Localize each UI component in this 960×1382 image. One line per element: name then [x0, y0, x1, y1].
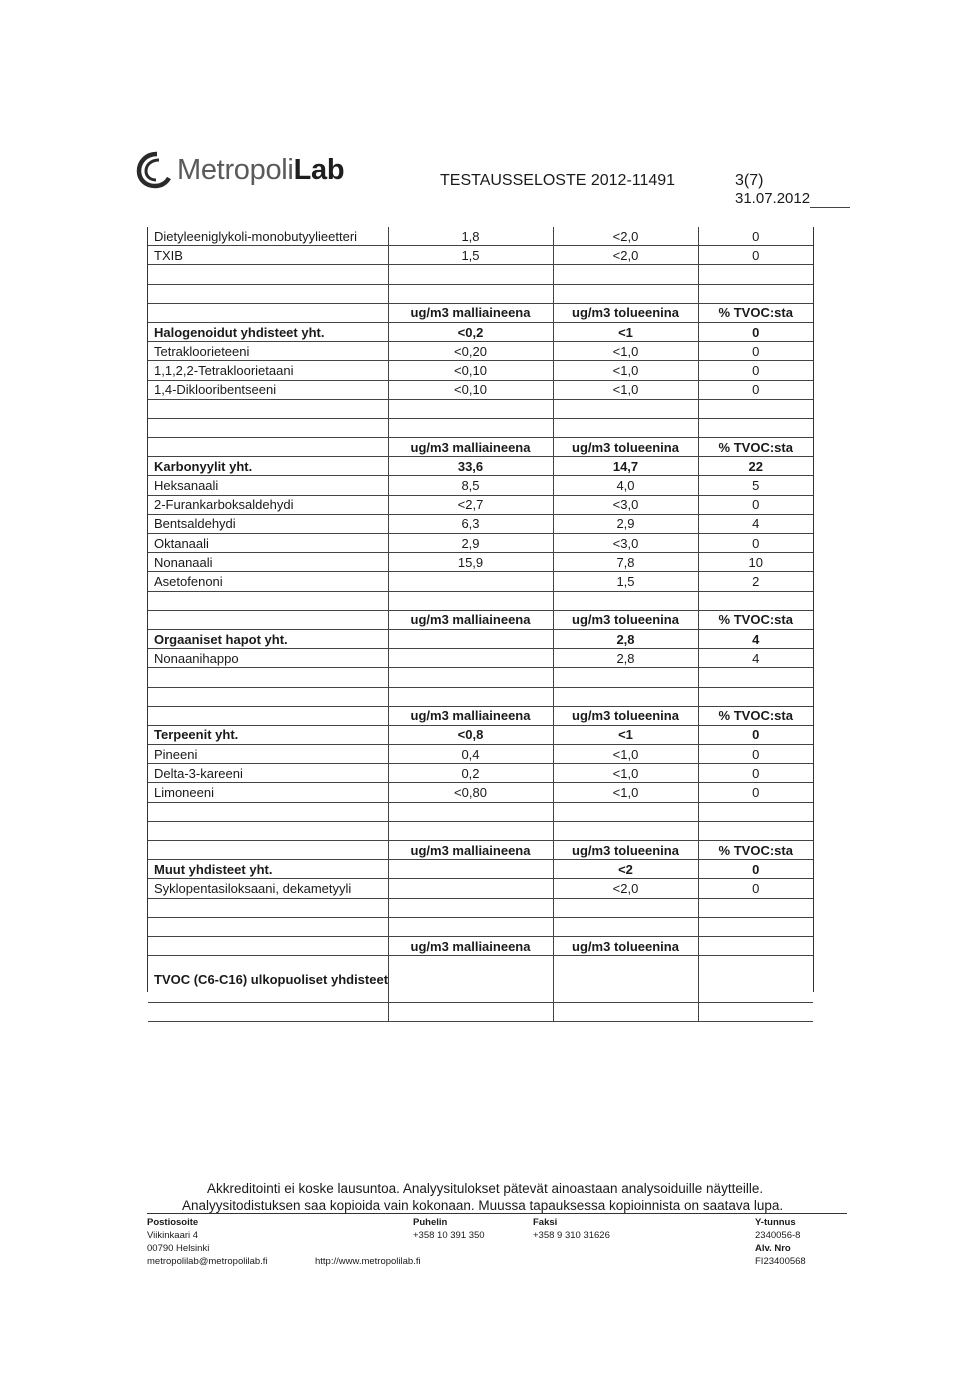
compound-cell: [148, 591, 388, 610]
compound-name: Nonaanihappo: [148, 649, 388, 668]
column-header-tolueenina: ug/m3 tolueenina: [553, 303, 698, 322]
value-malliaineena: [388, 572, 553, 591]
compound-name: Bentsaldehydi: [148, 514, 388, 533]
compound-name: Terpeenit yht.: [148, 725, 388, 744]
value-malliaineena: [388, 860, 553, 879]
compound-name: Syklopentasiloksaani, dekametyyli: [148, 879, 388, 898]
percent-cell: [698, 917, 813, 936]
percent-cell: [698, 418, 813, 437]
value-tolueenina: <2: [553, 860, 698, 879]
value-tolueenina: <3,0: [553, 534, 698, 553]
value-tvoc-percent: 4: [698, 514, 813, 533]
table-row: [148, 783, 813, 802]
percent-cell: [698, 265, 813, 284]
compound-name: Dietyleeniglykoli-monobutyylieetteri: [148, 227, 388, 246]
column-header-tvoc-percent: % TVOC:sta: [698, 706, 813, 725]
value-tvoc-percent: 0: [698, 361, 813, 380]
value-cell: [388, 821, 553, 840]
compound-name: Limoneeni: [148, 783, 388, 802]
value-cell: [388, 284, 553, 303]
value-tolueenina: <2,0: [553, 246, 698, 265]
value-malliaineena: <0,2: [388, 322, 553, 341]
page-number: 3(7): [735, 172, 764, 189]
value-malliaineena: <0,80: [388, 783, 553, 802]
value-cell: [388, 687, 553, 706]
compound-cell: [148, 284, 388, 303]
value-malliaineena: [388, 879, 553, 898]
table-row: [148, 246, 813, 265]
web-link[interactable]: http://www.metropolilab.fi: [315, 1256, 421, 1267]
metropolilab-logo: [135, 150, 344, 190]
column-header-tvoc-percent: % TVOC:sta: [698, 610, 813, 629]
spacer-row: [148, 591, 813, 610]
compound-name: 1,4-Diklooribentseeni: [148, 380, 388, 399]
table-row: [148, 745, 813, 764]
column-header-tolueenina: ug/m3 tolueenina: [553, 706, 698, 725]
table-row: [148, 342, 813, 361]
value-tolueenina: <1: [553, 725, 698, 744]
compound-cell: [148, 1003, 388, 1022]
column-header-malliaineena: ug/m3 malliaineena: [388, 610, 553, 629]
value-cell: [553, 1003, 698, 1022]
email-link[interactable]: metropolilab@metropolilab.fi: [147, 1256, 268, 1267]
value-tolueenina: 14,7: [553, 457, 698, 476]
compound-name: TXIB: [148, 246, 388, 265]
value-tvoc-percent: 22: [698, 457, 813, 476]
compound-header-cell: [148, 936, 388, 955]
value-tolueenina: <1,0: [553, 380, 698, 399]
compound-cell: [148, 821, 388, 840]
value-cell: [553, 284, 698, 303]
value-malliaineena: 33,6: [388, 457, 553, 476]
column-header-malliaineena: ug/m3 malliaineena: [388, 438, 553, 457]
column-header-malliaineena: ug/m3 malliaineena: [388, 936, 553, 955]
value-malliaineena: 15,9: [388, 553, 553, 572]
spacer-row: [148, 284, 813, 303]
value-tolueenina: 2,8: [553, 649, 698, 668]
table-row: [148, 495, 813, 514]
logo-icon: [135, 150, 173, 190]
value-cell: [388, 265, 553, 284]
value-tolueenina: 1,5: [553, 572, 698, 591]
compound-cell: [148, 265, 388, 284]
table-row: [148, 476, 813, 495]
ytunnus-value: 2340056-8: [755, 1230, 801, 1241]
compound-name: Asetofenoni: [148, 572, 388, 591]
compound-cell: [148, 687, 388, 706]
report-date: 31.07.2012: [735, 190, 811, 207]
value-cell: [388, 418, 553, 437]
phone-label: Puhelin: [413, 1217, 448, 1228]
value-cell: [553, 399, 698, 418]
spacer-row: [148, 1003, 813, 1022]
value-tolueenina: <1,0: [553, 783, 698, 802]
table-row: [148, 514, 813, 533]
group-total-row: [148, 457, 813, 476]
percent-cell: [698, 668, 813, 687]
value-tvoc-percent: 0: [698, 246, 813, 265]
header-divider: [810, 207, 850, 208]
column-header-tvoc-percent: % TVOC:sta: [698, 303, 813, 322]
spacer-row: [148, 898, 813, 917]
value-tvoc-percent: 10: [698, 553, 813, 572]
unit-header-row: [148, 841, 813, 860]
value-tvoc-percent: 0: [698, 342, 813, 361]
column-header-malliaineena: ug/m3 malliaineena: [388, 706, 553, 725]
value-malliaineena: <0,20: [388, 342, 553, 361]
table-row: [148, 572, 813, 591]
value-tolueenina: <3,0: [553, 495, 698, 514]
group-total-row: [148, 725, 813, 744]
value-tvoc-percent: 0: [698, 380, 813, 399]
postal-street: Viikinkaari 4: [147, 1230, 199, 1241]
compound-name: Nonanaali: [148, 553, 388, 572]
value-cell: [388, 668, 553, 687]
fax-label: Faksi: [533, 1217, 558, 1228]
value-cell: [388, 898, 553, 917]
table-row: [148, 227, 813, 246]
value-malliaineena: 1,8: [388, 227, 553, 246]
compound-name: Oktanaali: [148, 534, 388, 553]
value-malliaineena: 6,3: [388, 514, 553, 533]
value-tolueenina: 2,9: [553, 514, 698, 533]
percent-cell: [698, 591, 813, 610]
column-header-tolueenina: ug/m3 tolueenina: [553, 841, 698, 860]
compound-header-cell: [148, 438, 388, 457]
value-tvoc-percent: 0: [698, 764, 813, 783]
value-tolueenina: <2,0: [553, 879, 698, 898]
value-malliaineena: <0,10: [388, 361, 553, 380]
value-malliaineena: [388, 649, 553, 668]
column-header-tolueenina: ug/m3 tolueenina: [553, 610, 698, 629]
table-row: [148, 879, 813, 898]
results-table-frame: [147, 227, 814, 992]
value-malliaineena: 2,9: [388, 534, 553, 553]
spacer-row: [148, 418, 813, 437]
percent-cell: [698, 821, 813, 840]
value-tvoc-percent: 0: [698, 534, 813, 553]
value-tvoc-percent: 0: [698, 879, 813, 898]
value-malliaineena: 0,4: [388, 745, 553, 764]
group-total-row: [148, 629, 813, 648]
compound-header-cell: [148, 706, 388, 725]
compound-name: TVOC (C6-C16) ulkopuoliset yhdisteet: [148, 956, 388, 1003]
unit-header-row: [148, 936, 813, 955]
value-tvoc-percent: 4: [698, 629, 813, 648]
compound-header-cell: [148, 303, 388, 322]
value-cell: [553, 802, 698, 821]
value-tvoc-percent: 0: [698, 725, 813, 744]
spacer-row: [148, 917, 813, 936]
value-cell: [553, 668, 698, 687]
value-malliaineena: [388, 629, 553, 648]
value-cell: [388, 1003, 553, 1022]
value-tvoc-percent: 0: [698, 745, 813, 764]
table-row: [148, 764, 813, 783]
logo-wordmark: MetropoliLab: [177, 153, 345, 186]
column-header-malliaineena: ug/m3 malliaineena: [388, 303, 553, 322]
value-malliaineena: [388, 956, 553, 1003]
footer-divider: [147, 1213, 847, 1214]
compound-name: Orgaaniset hapot yht.: [148, 629, 388, 648]
copy-note: Analyysitodistuksen saa kopioida vain kokonaan. Muussa tapauksessa kopioinnista on saatava lupa.: [182, 1198, 784, 1213]
value-tvoc-percent: 5: [698, 476, 813, 495]
alv-label: Alv. Nro: [755, 1243, 791, 1254]
column-header-tvoc-percent: % TVOC:sta: [698, 841, 813, 860]
value-malliaineena: <0,8: [388, 725, 553, 744]
compound-header-cell: [148, 841, 388, 860]
value-tvoc-percent: 0: [698, 860, 813, 879]
spacer-row: [148, 821, 813, 840]
value-tolueenina: 4,0: [553, 476, 698, 495]
value-tolueenina: 7,8: [553, 553, 698, 572]
group-total-row: [148, 322, 813, 341]
column-header-tvoc-percent: [698, 936, 813, 955]
report-title: TESTAUSSELOSTE 2012-11491: [440, 172, 676, 189]
compound-cell: [148, 802, 388, 821]
value-tolueenina: <2,0: [553, 227, 698, 246]
value-malliaineena: <0,10: [388, 380, 553, 399]
column-header-tolueenina: ug/m3 tolueenina: [553, 438, 698, 457]
value-cell: [388, 917, 553, 936]
accreditation-note: Akkreditointi ei koske lausuntoa. Analyysitulokset pätevät ainoastaan analysoiduille näytteille.: [207, 1181, 764, 1196]
unit-header-row: [148, 438, 813, 457]
column-header-malliaineena: ug/m3 malliaineena: [388, 841, 553, 860]
compound-cell: [148, 399, 388, 418]
value-tvoc-percent: 0: [698, 783, 813, 802]
value-cell: [388, 802, 553, 821]
value-cell: [553, 917, 698, 936]
unit-header-row: [148, 706, 813, 725]
compound-header-cell: [148, 610, 388, 629]
compound-name: Heksanaali: [148, 476, 388, 495]
compound-name: 2-Furankarboksaldehydi: [148, 495, 388, 514]
unit-header-row: [148, 610, 813, 629]
postal-city: 00790 Helsinki: [147, 1243, 210, 1254]
spacer-row: [148, 687, 813, 706]
table-row: [148, 361, 813, 380]
percent-cell: [698, 687, 813, 706]
postal-label: Postiosoite: [147, 1217, 199, 1228]
percent-cell: [698, 399, 813, 418]
compound-name: Karbonyylit yht.: [148, 457, 388, 476]
value-cell: [388, 591, 553, 610]
percent-cell: [698, 898, 813, 917]
unit-header-row: [148, 303, 813, 322]
table-row: [148, 534, 813, 553]
group-total-row: [148, 860, 813, 879]
value-malliaineena: 0,2: [388, 764, 553, 783]
compound-cell: [148, 418, 388, 437]
alv-value: FI23400568: [755, 1256, 806, 1267]
spacer-row: [148, 399, 813, 418]
ytunnus-label: Y-tunnus: [755, 1217, 796, 1228]
value-tvoc-percent: [698, 956, 813, 1003]
value-tvoc-percent: 0: [698, 227, 813, 246]
percent-cell: [698, 802, 813, 821]
fax-number: +358 9 310 31626: [533, 1230, 610, 1241]
percent-cell: [698, 1003, 813, 1022]
results-table: [148, 227, 813, 1022]
compound-name: Delta-3-kareeni: [148, 764, 388, 783]
value-malliaineena: <2,7: [388, 495, 553, 514]
value-tolueenina: <1: [553, 322, 698, 341]
compound-name: Halogenoidut yhdisteet yht.: [148, 322, 388, 341]
value-tvoc-percent: 0: [698, 322, 813, 341]
value-cell: [553, 687, 698, 706]
table-row: [148, 553, 813, 572]
spacer-row: [148, 265, 813, 284]
value-tolueenina: <1,0: [553, 342, 698, 361]
value-tolueenina: <1,0: [553, 361, 698, 380]
value-tvoc-percent: 2: [698, 572, 813, 591]
group-total-row: [148, 956, 813, 1003]
compound-cell: [148, 917, 388, 936]
spacer-row: [148, 802, 813, 821]
compound-cell: [148, 668, 388, 687]
value-cell: [553, 821, 698, 840]
value-tvoc-percent: 0: [698, 495, 813, 514]
column-header-tolueenina: ug/m3 tolueenina: [553, 936, 698, 955]
spacer-row: [148, 668, 813, 687]
compound-cell: [148, 898, 388, 917]
percent-cell: [698, 284, 813, 303]
table-row: [148, 649, 813, 668]
value-cell: [553, 265, 698, 284]
table-row: [148, 380, 813, 399]
value-tvoc-percent: 4: [698, 649, 813, 668]
value-tolueenina: 2,8: [553, 629, 698, 648]
value-cell: [553, 591, 698, 610]
value-malliaineena: 1,5: [388, 246, 553, 265]
value-cell: [553, 418, 698, 437]
value-tolueenina: <1,0: [553, 764, 698, 783]
compound-name: Tetrakloorieteeni: [148, 342, 388, 361]
value-cell: [388, 399, 553, 418]
column-header-tvoc-percent: % TVOC:sta: [698, 438, 813, 457]
value-tolueenina: [553, 956, 698, 1003]
value-malliaineena: 8,5: [388, 476, 553, 495]
value-cell: [553, 898, 698, 917]
compound-name: 1,1,2,2-Tetrakloorietaani: [148, 361, 388, 380]
compound-name: Muut yhdisteet yht.: [148, 860, 388, 879]
phone-number: +358 10 391 350: [413, 1230, 485, 1241]
compound-name: Pineeni: [148, 745, 388, 764]
value-tolueenina: <1,0: [553, 745, 698, 764]
